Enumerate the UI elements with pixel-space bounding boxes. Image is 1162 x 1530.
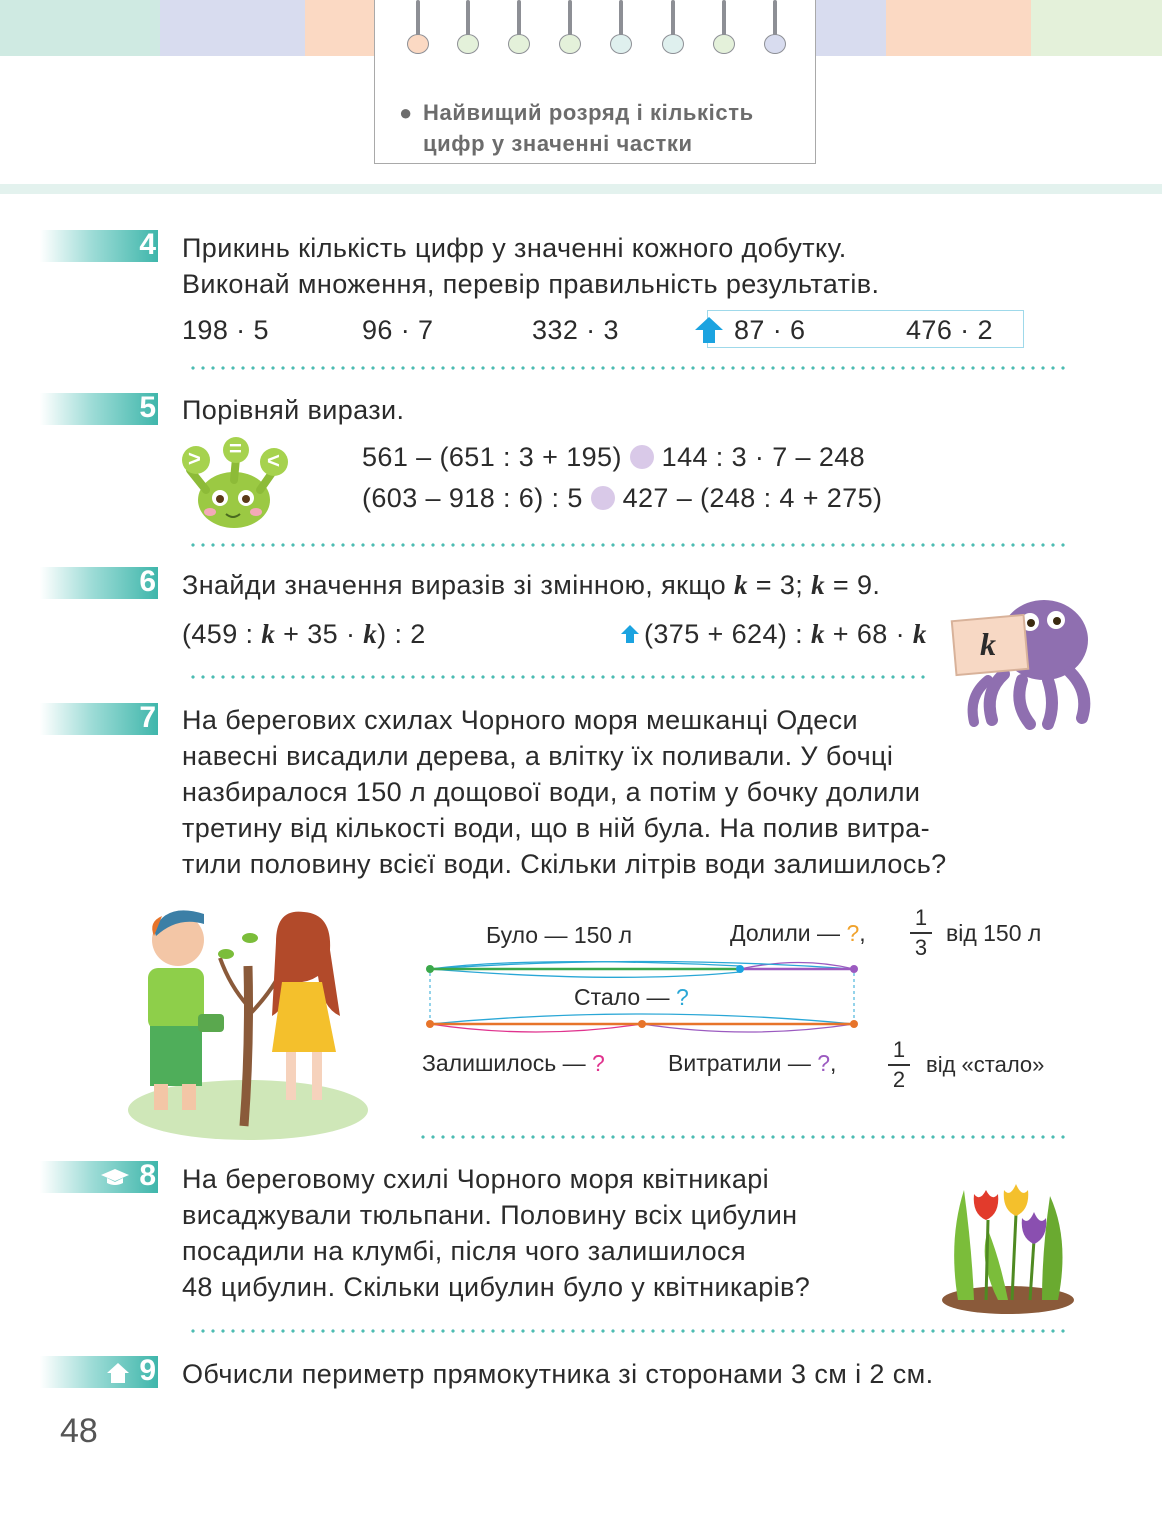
- label-stalo: [574, 984, 689, 1011]
- comparison-circle[interactable]: [591, 486, 615, 510]
- question-mark: ?: [592, 1050, 605, 1076]
- greater-sign: >: [188, 446, 201, 471]
- task5-row1: [362, 439, 865, 475]
- question-mark: ?: [817, 1050, 831, 1076]
- task-number: 5: [139, 391, 156, 424]
- task4-item: 476 · 2: [906, 315, 993, 345]
- numerator: 1: [892, 1037, 906, 1062]
- label-text: Стало —: [574, 984, 670, 1010]
- expr-part: (375 + 624) :: [644, 619, 811, 649]
- equal-sign: =: [229, 436, 242, 461]
- variable-k: k: [363, 619, 378, 649]
- question-mark: ?: [675, 984, 689, 1010]
- comma: ,: [830, 1050, 837, 1076]
- condition: = 9.: [824, 570, 881, 600]
- task7-line: На берегових схилах Чорного моря мешканці Одеси: [182, 705, 859, 735]
- task8-line: 48 цибулин. Скільки цибулин було у квітникарів?: [182, 1272, 811, 1302]
- expression-right: 427 – (248 : 4 + 275): [622, 483, 883, 513]
- task5-prompt: Порівняй вирази.: [182, 395, 405, 425]
- variable-k: k: [810, 619, 825, 649]
- comparison-circle[interactable]: [630, 445, 654, 469]
- expr-part: + 35 ·: [275, 619, 364, 649]
- up-arrow-icon: [620, 624, 640, 644]
- task4-line1: Прикинь кількість цифр у значенні кожного добутку.: [182, 233, 847, 263]
- task-badge-4: [40, 230, 158, 262]
- task7-line: навесні висадили дерева, а влітку їх поливали. У бочці: [182, 741, 894, 771]
- expr-part: + 68 ·: [824, 619, 913, 649]
- task6-expr2: [644, 616, 927, 652]
- label-text: Витратили —: [668, 1050, 811, 1076]
- dotted-divider: [418, 1135, 1068, 1139]
- denominator: 2: [892, 1066, 906, 1092]
- expression-right: 144 : 3 · 7 – 248: [661, 442, 866, 472]
- spiral-ring-icon: [713, 0, 735, 56]
- band-segment: [160, 0, 305, 56]
- label-text: Залишилось —: [422, 1050, 586, 1076]
- variable-k: k: [261, 619, 276, 649]
- dotted-divider: [188, 1329, 1068, 1333]
- task-badge-6: [40, 567, 158, 599]
- topic-note: [399, 97, 809, 159]
- question-mark: ?: [846, 920, 860, 946]
- task9-text: Обчисли периметр прямокутника зі сторонами 3 см і 2 см.: [182, 1359, 934, 1389]
- bullet-icon: ●: [399, 100, 413, 125]
- task4-item: 332 · 3: [532, 315, 619, 345]
- task-badge-5: [40, 393, 158, 425]
- task7-line: назбиралося 150 л дощової води, а потім у бочку долили: [182, 777, 921, 807]
- expr-part: (459 :: [182, 619, 262, 649]
- label-dolyly: [730, 920, 866, 947]
- dotted-divider: [188, 543, 1068, 547]
- label-vid-stalo: від «стало»: [926, 1052, 1045, 1077]
- denominator: 3: [914, 934, 928, 960]
- band-segment: [305, 0, 375, 56]
- spiral-ring-icon: [610, 0, 632, 56]
- card-letter: k: [980, 626, 996, 662]
- task8-line: висаджували тюльпани. Половину всіх цибулин: [182, 1200, 798, 1230]
- spiral-ring-icon: [764, 0, 786, 56]
- task-badge-9: [40, 1356, 158, 1388]
- header-divider: [0, 184, 1162, 194]
- topic-notepad: [374, 0, 816, 164]
- task-number: 8: [139, 1159, 156, 1192]
- expression-left: 561 – (651 : 3 + 195): [362, 442, 622, 472]
- label-bulo: Було — 150 л: [486, 922, 633, 948]
- task7-line: тили половину всієї води. Скільки літрів води залишилось?: [182, 849, 947, 879]
- band-segment: [886, 0, 1031, 56]
- expression-left: (603 – 918 : 6) : 5: [362, 483, 583, 513]
- spiral-ring-icon: [508, 0, 530, 56]
- graduation-cap-icon: [100, 1167, 130, 1187]
- band-segment: [0, 0, 160, 56]
- fraction-bar: [888, 1064, 910, 1066]
- fraction-one-third: [910, 906, 932, 960]
- task-badge-7: [40, 703, 158, 735]
- fraction-bar: [910, 932, 932, 934]
- expr-part: ) : 2: [377, 619, 426, 649]
- dotted-divider: [188, 366, 1068, 370]
- task4-item: 96 · 7: [362, 315, 434, 345]
- spiral-ring-icon: [407, 0, 429, 56]
- page-number: 48: [60, 1412, 98, 1450]
- band-segment: [1031, 0, 1162, 56]
- task4-item: 198 · 5: [182, 315, 269, 345]
- topic-line-1: Найвищий розряд і кількість: [423, 100, 754, 125]
- condition: = 3;: [747, 570, 812, 600]
- home-icon: [106, 1362, 130, 1384]
- variable-k: k: [912, 619, 927, 649]
- task5-row2: [362, 480, 882, 516]
- spiral-ring-icon: [457, 0, 479, 56]
- up-arrow-icon: [694, 316, 724, 344]
- task7-line: третину від кількості води, що в ній була. На полив витра-: [182, 813, 930, 843]
- task4-line2: Виконай множення, перевір правильність результатів.: [182, 269, 880, 299]
- fraction-one-half: [888, 1038, 910, 1092]
- label-vid-150: від 150 л: [946, 920, 1042, 946]
- task4-item: 87 · 6: [734, 315, 806, 345]
- spiral-ring-icon: [662, 0, 684, 56]
- task8-line: На береговому схилі Чорного моря квітникарі: [182, 1164, 770, 1194]
- variable-k: k: [733, 570, 748, 600]
- band-segment: [816, 0, 886, 56]
- task-number: 7: [139, 701, 156, 734]
- octopus-mascot-icon: [944, 592, 1094, 732]
- comma: ,: [859, 920, 866, 946]
- label-vytratyly: [668, 1050, 836, 1077]
- tulips-illustration: [938, 1150, 1078, 1318]
- task-number: 6: [139, 565, 156, 598]
- topic-line-2: цифр у значенні частки: [423, 131, 693, 156]
- less-sign: <: [267, 448, 280, 473]
- prompt-text: Знайди значення виразів зі змінною, якщо: [182, 570, 727, 600]
- children-watering-tree-illustration: [126, 896, 370, 1142]
- label-text: Долили —: [730, 920, 841, 946]
- task-badge-8: [40, 1161, 158, 1193]
- spiral-ring-icon: [559, 0, 581, 56]
- task-number: 4: [139, 228, 156, 261]
- task8-line: посадили на клумбі, після чого залишилося: [182, 1236, 746, 1266]
- dotted-divider: [188, 675, 928, 679]
- numerator: 1: [914, 905, 928, 930]
- variable-k: k: [811, 570, 825, 600]
- task-number: 9: [139, 1354, 156, 1387]
- task6-expr1: [182, 616, 426, 652]
- task6-prompt: [182, 567, 880, 603]
- label-zalyshylos: [422, 1050, 605, 1077]
